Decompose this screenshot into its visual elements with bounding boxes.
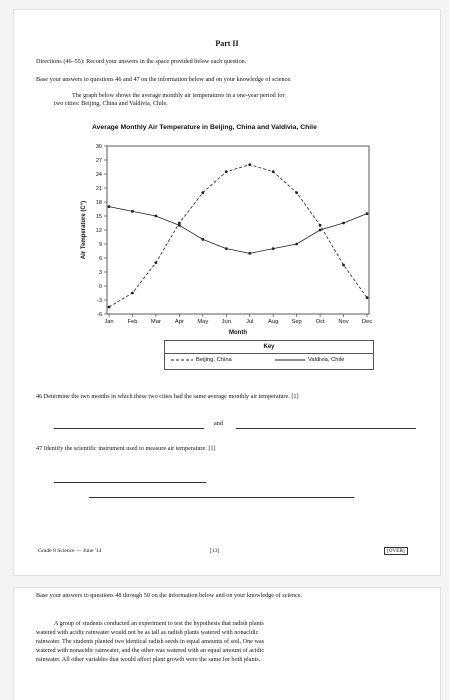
valdivia-data-point: [319, 229, 322, 232]
beijing-data-point: [272, 170, 275, 173]
chart-key: [164, 340, 374, 370]
x-tick-label: Jun: [221, 319, 231, 325]
valdivia-data-point: [201, 238, 204, 241]
dashed-line-swatch: [171, 358, 193, 362]
valdivia-data-point: [295, 243, 298, 246]
y-axis-label: Air Temperature (C°): [81, 200, 87, 260]
q46-answer-line-1[interactable]: [54, 428, 204, 429]
solid-line-swatch: [275, 358, 305, 362]
key-title: Key: [165, 341, 373, 354]
beijing-data-point: [342, 264, 345, 267]
beijing-data-point: [201, 191, 204, 194]
beijing-data-point: [248, 163, 251, 166]
x-tick-label: Jan: [104, 319, 114, 325]
question-46-text: 46 Determine the two months in which these two cities had the same average monthly air temperature. [1]: [36, 393, 299, 400]
x-axis-label: Month: [229, 330, 247, 336]
valdivia-data-point: [155, 215, 158, 218]
beijing-data-point: [131, 292, 134, 295]
beijing-data-point: [295, 191, 298, 194]
q46-and-word: and: [214, 420, 223, 427]
valdivia-data-point: [131, 210, 134, 213]
q47-answer-line-2[interactable]: [89, 497, 354, 498]
chart-title: Average Monthly Air Temperature in Beijing, China and Valdivia, Chile: [92, 124, 317, 131]
x-tick-label: Nov: [338, 319, 349, 325]
y-tick-label: -6: [97, 312, 102, 318]
temperature-line-chart: [74, 134, 384, 344]
beijing-data-point: [155, 261, 158, 264]
y-tick-label: 3: [98, 270, 102, 276]
question-47-text: 47 Identify the scientific instrument used to measure air temperature. [1]: [36, 445, 216, 452]
directions-text: Directions (46–55): Record your answers in the space provided below each question.: [36, 58, 247, 65]
valdivia-data-point: [272, 247, 275, 250]
paragraph-line-2: watered with acidic rainwater would not be as tall as radish plants watered with nonacidic: [36, 629, 259, 636]
beijing-data-point: [108, 306, 111, 309]
part-title: Part II: [215, 39, 239, 48]
exam-page-2: [14, 588, 440, 700]
x-tick-label: Dec: [361, 319, 373, 325]
q47-answer-line-1[interactable]: [54, 482, 206, 483]
valdivia-data-point: [366, 212, 369, 215]
footer-over-label: [OVER]: [384, 547, 408, 555]
x-tick-label: Feb: [127, 319, 138, 325]
paragraph-line-5: rainwater. All other variables that would affect plant growth were the same for both plants.: [36, 656, 261, 663]
beijing-data-point: [225, 170, 228, 173]
y-tick-label: 12: [95, 228, 102, 234]
y-tick-label: 9: [98, 242, 102, 248]
footer-page-number: [13]: [210, 548, 220, 554]
base-instructions-48-50: Base your answers to questions 48 through 50 on the information below and on your knowledge of science.: [36, 592, 303, 599]
y-tick-label: 15: [95, 214, 102, 220]
valdivia-data-point: [178, 224, 181, 227]
x-tick-label: Aug: [268, 319, 279, 325]
footer-grade-label: Grade 8 Science — June '14: [38, 548, 102, 554]
valdivia-data-point: [342, 222, 345, 225]
x-tick-label: Sep: [291, 319, 302, 325]
y-tick-label: 18: [95, 200, 102, 206]
x-tick-label: Jul: [246, 319, 254, 325]
plot-frame: [107, 146, 369, 314]
key-label-valdivia: Valdivia, Chile: [308, 357, 345, 363]
valdivia-data-point: [248, 252, 251, 255]
y-tick-label: 24: [95, 172, 102, 178]
beijing-data-point: [319, 224, 322, 227]
y-tick-label: 6: [98, 256, 102, 262]
y-tick-label: -3: [97, 298, 102, 304]
y-tick-label: 30: [95, 144, 102, 150]
paragraph-line-3: rainwater. The students planted two identical radish seeds in equal amounts of soil. One was: [36, 638, 265, 645]
valdivia-data-point: [108, 205, 111, 208]
x-tick-label: Mar: [150, 319, 161, 325]
beijing-series-line: [109, 165, 367, 307]
x-tick-label: May: [197, 319, 209, 325]
valdivia-series-line: [109, 207, 367, 254]
key-label-beijing: Beijing, China: [196, 357, 232, 363]
x-tick-label: Apr: [174, 319, 184, 325]
exam-page-1: [14, 10, 440, 575]
graph-intro-line-1: The graph below shows the average monthly air temperatures in a one-year period for: [72, 92, 285, 99]
paragraph-line-1: A group of students conducted an experiment to test the hypothesis that radish plants: [54, 620, 264, 627]
key-item-valdivia: [275, 355, 344, 365]
paragraph-line-4: watered with nonacidic rainwater, and the other was watered with an equal amount of acidic: [36, 647, 265, 654]
graph-intro-line-2: two cities: Beijing, China and Valdivia, Chile.: [54, 100, 168, 107]
y-tick-label: 21: [95, 186, 102, 192]
x-tick-label: Oct: [315, 319, 325, 325]
y-tick-label: 0: [98, 284, 102, 290]
q46-answer-line-2[interactable]: [236, 428, 416, 429]
y-tick-label: 27: [95, 158, 102, 164]
valdivia-data-point: [225, 247, 228, 250]
beijing-data-point: [366, 296, 369, 299]
key-item-beijing: [171, 355, 232, 365]
base-instructions-46-47: Base your answers to questions 46 and 47 on the information below and on your knowledge of science.: [36, 76, 292, 83]
